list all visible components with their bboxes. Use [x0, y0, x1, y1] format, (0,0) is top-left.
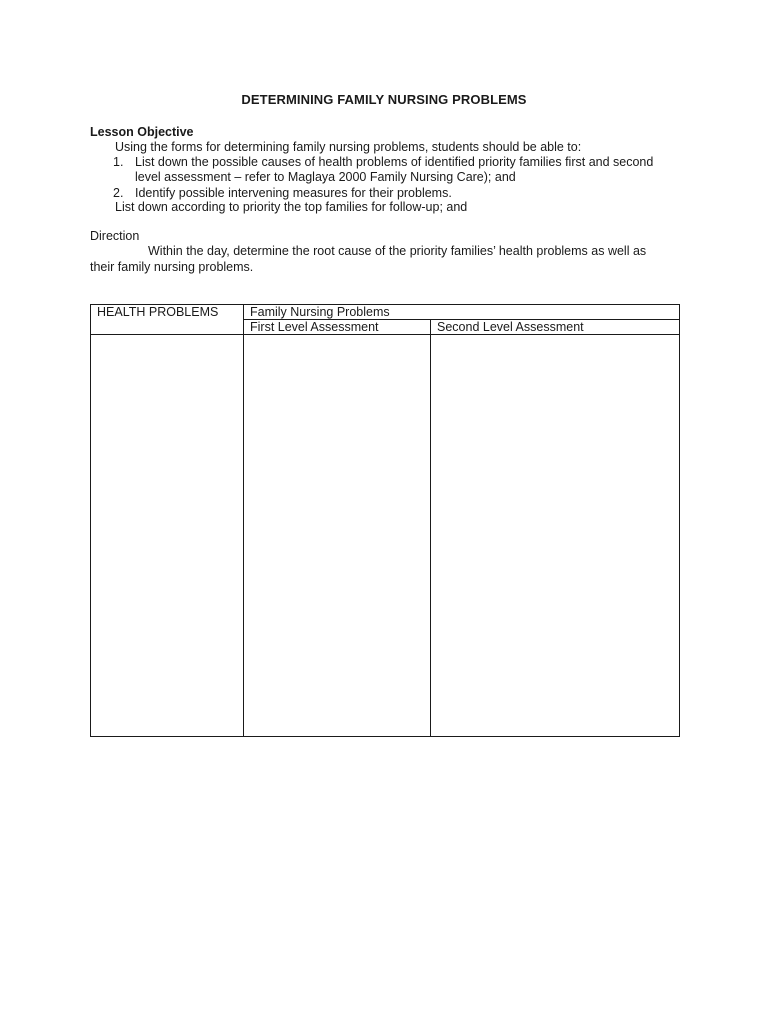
- lesson-objective-heading: Lesson Objective: [90, 125, 194, 139]
- first-level-assessment-cell[interactable]: [244, 335, 431, 737]
- family-nursing-problems-header: Family Nursing Problems: [244, 305, 680, 320]
- objective-item-1-number: 1.: [113, 155, 124, 169]
- direction-text: Within the day, determine the root cause of the priority families’ health problems as well as their family nursing problems.: [90, 244, 647, 274]
- second-level-assessment-header: Second Level Assessment: [431, 320, 680, 335]
- objective-item-2: [113, 186, 673, 201]
- table-body-row: [91, 335, 680, 737]
- lesson-objective-intro: Using the forms for determining family nursing problems, students should be able to:: [115, 140, 582, 154]
- health-problems-header: HEALTH PROBLEMS: [91, 305, 244, 335]
- objective-list: [113, 155, 673, 201]
- second-level-assessment-cell[interactable]: [431, 335, 680, 737]
- table-header-row-1: [91, 305, 680, 320]
- first-level-assessment-header: First Level Assessment: [244, 320, 431, 335]
- objective-extra-line: List down according to priority the top families for follow-up; and: [115, 200, 468, 214]
- document-title: DETERMINING FAMILY NURSING PROBLEMS: [241, 92, 527, 107]
- objective-item-1-line1: List down the possible causes of health problems of identified priority families first and second: [135, 155, 654, 169]
- objective-item-1-line2: level assessment – refer to Maglaya 2000 Family Nursing Care); and: [135, 170, 516, 185]
- family-nursing-problems-table: [90, 304, 680, 737]
- objective-item-2-number: 2.: [113, 185, 124, 200]
- direction-heading: Direction: [90, 229, 140, 243]
- objective-item-2-line1: Identify possible intervening measures for their problems.: [135, 185, 452, 200]
- health-problems-cell[interactable]: [91, 335, 244, 737]
- objective-item-1: [113, 155, 673, 186]
